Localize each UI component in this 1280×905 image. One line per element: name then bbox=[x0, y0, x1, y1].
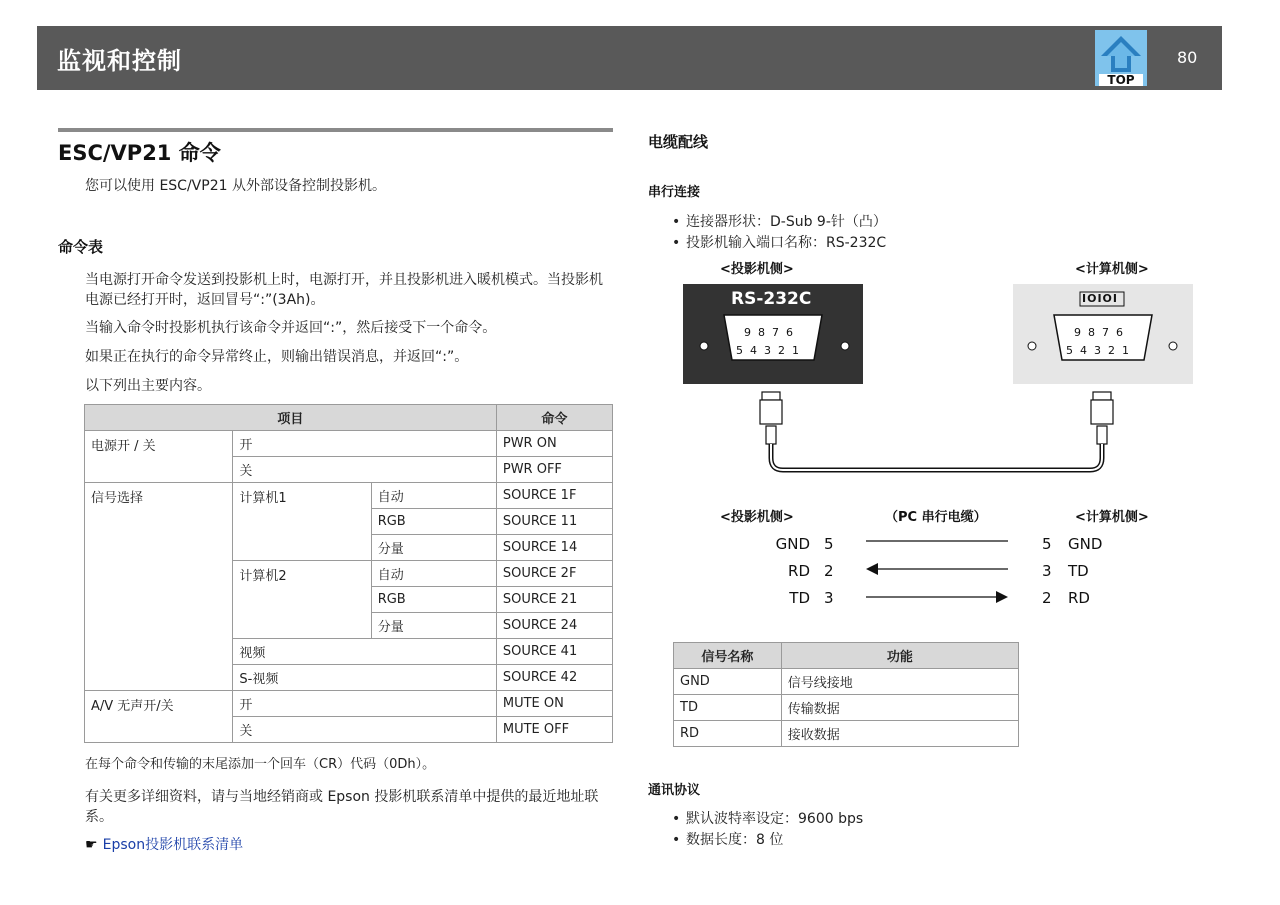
pin-row-bottom bbox=[736, 344, 799, 357]
pin-row-top bbox=[744, 326, 793, 339]
contact-link-row[interactable] bbox=[85, 834, 243, 854]
table-row bbox=[674, 669, 1019, 695]
pin-5: 5 bbox=[1066, 344, 1073, 357]
sub-cell: 计算机1 bbox=[233, 483, 371, 561]
pin-3: 3 bbox=[1094, 344, 1101, 357]
pin-2: 2 bbox=[1108, 344, 1115, 357]
group-cell: A/V 无声开/关 bbox=[85, 691, 233, 743]
pin-row-bottom bbox=[1066, 344, 1129, 357]
serial-heading: 串行连接 bbox=[648, 185, 701, 200]
more-info-text: 有关更多详细资料，请与当地经销商或 Epson 投影机联系清单中提供的最近地址联系。 bbox=[85, 789, 599, 825]
function-cell: 信号线接地 bbox=[781, 669, 1018, 695]
wiring-lines bbox=[860, 530, 1020, 610]
pin-9: 9 bbox=[1074, 326, 1081, 339]
left-signal: GND bbox=[775, 535, 810, 553]
pointing-hand-icon: ☛ bbox=[85, 837, 98, 853]
contact-list-link[interactable]: Epson投影机联系清单 bbox=[102, 837, 244, 853]
sub-cell: 开 bbox=[233, 431, 496, 457]
right-arrow-icon bbox=[996, 591, 1008, 603]
pin-7: 7 bbox=[772, 326, 779, 339]
table-row bbox=[674, 695, 1019, 721]
projector-side-label: <投影机侧> bbox=[720, 262, 794, 277]
left-arrow-icon bbox=[866, 563, 878, 575]
pc-serial-cable-label: （PC 串行电缆） bbox=[885, 510, 987, 525]
detail-cell: 自动 bbox=[371, 483, 496, 509]
page-title: 监视和控制 bbox=[57, 47, 182, 75]
pin-8: 8 bbox=[1088, 326, 1095, 339]
protocol-heading: 通讯协议 bbox=[648, 783, 701, 798]
section-title: ESC/VP21 命令 bbox=[58, 141, 221, 165]
command-cell: MUTE OFF bbox=[496, 717, 612, 743]
pin-8: 8 bbox=[758, 326, 765, 339]
page-header bbox=[37, 26, 1222, 90]
left-pin: 2 bbox=[824, 562, 834, 580]
top-label: TOP bbox=[1107, 73, 1135, 87]
bullet-icon: • bbox=[672, 214, 681, 230]
table-header-row bbox=[85, 405, 613, 431]
command-table-heading: 命令表 bbox=[58, 238, 104, 256]
serial-port-icon-label: IOIOI bbox=[1082, 292, 1118, 305]
command-cell: SOURCE 1F bbox=[496, 483, 612, 509]
command-cell: SOURCE 14 bbox=[496, 535, 612, 561]
sub-cell: 关 bbox=[233, 717, 496, 743]
column-header: 项目 bbox=[85, 405, 497, 431]
detail-cell: 分量 bbox=[371, 535, 496, 561]
rs232c-port-label: RS-232C bbox=[731, 289, 812, 309]
table-header-row bbox=[674, 643, 1019, 669]
command-cell: PWR ON bbox=[496, 431, 612, 457]
detail-cell: RGB bbox=[371, 587, 496, 613]
paragraph: 当输入命令时投影机执行该命令并返回“:”，然后接受下一个命令。 bbox=[85, 320, 497, 336]
bullet-icon: • bbox=[672, 235, 681, 251]
group-cell: 电源开 / 关 bbox=[85, 431, 233, 483]
table-row bbox=[85, 431, 613, 457]
pin-6: 6 bbox=[1116, 326, 1123, 339]
function-cell: 接收数据 bbox=[781, 721, 1018, 747]
pin-1: 1 bbox=[792, 344, 799, 357]
left-pin: 3 bbox=[824, 589, 834, 607]
pin-4: 4 bbox=[1080, 344, 1087, 357]
command-table bbox=[84, 404, 613, 743]
sub-cell: 计算机2 bbox=[233, 561, 371, 639]
right-signal: TD bbox=[1068, 562, 1089, 580]
column-header: 命令 bbox=[496, 405, 612, 431]
left-signal: RD bbox=[788, 562, 810, 580]
pin-3: 3 bbox=[764, 344, 771, 357]
cable-heading: 电缆配线 bbox=[648, 133, 709, 151]
pin-9: 9 bbox=[744, 326, 751, 339]
command-cell: PWR OFF bbox=[496, 457, 612, 483]
pin-4: 4 bbox=[750, 344, 757, 357]
sub-cell: 视频 bbox=[233, 639, 496, 665]
command-cell: SOURCE 2F bbox=[496, 561, 612, 587]
computer-side-label: <计算机侧> bbox=[1075, 510, 1149, 525]
top-icon[interactable] bbox=[1095, 30, 1147, 86]
detail-cell: 分量 bbox=[371, 613, 496, 639]
pin-1: 1 bbox=[1122, 344, 1129, 357]
detail-cell: RGB bbox=[371, 509, 496, 535]
table-row bbox=[674, 721, 1019, 747]
page-number: 80 bbox=[1177, 48, 1198, 67]
sub-cell: S-视频 bbox=[233, 665, 496, 691]
command-cell: SOURCE 24 bbox=[496, 613, 612, 639]
computer-side-label: <计算机侧> bbox=[1075, 262, 1149, 277]
group-cell: 信号选择 bbox=[85, 483, 233, 691]
serial-cable bbox=[771, 444, 1102, 470]
bullet-item: • 数据长度：8 位 bbox=[672, 830, 783, 851]
sub-cell: 关 bbox=[233, 457, 496, 483]
column-header: 功能 bbox=[781, 643, 1018, 669]
left-signal: TD bbox=[789, 589, 810, 607]
section-rule bbox=[58, 128, 613, 132]
right-pin: 5 bbox=[1042, 535, 1052, 553]
signal-cell: TD bbox=[674, 695, 782, 721]
pin-2: 2 bbox=[778, 344, 785, 357]
paragraph: 当电源打开命令发送到投影机上时，电源打开，并且投影机进入暖机模式。当投影机电源已经打开时，返回冒号“:”(3Ah)。 bbox=[85, 272, 603, 308]
left-pin: 5 bbox=[824, 535, 834, 553]
right-signal: RD bbox=[1068, 589, 1090, 607]
command-cell: SOURCE 11 bbox=[496, 509, 612, 535]
signal-table bbox=[673, 642, 1019, 747]
sub-cell: 开 bbox=[233, 691, 496, 717]
right-signal: GND bbox=[1068, 535, 1103, 553]
bullet-item: • 连接器形状：D-Sub 9-针（凸） bbox=[672, 212, 887, 233]
right-pin: 3 bbox=[1042, 562, 1052, 580]
cr-note: 在每个命令和传输的末尾添加一个回车（CR）代码（0Dh）。 bbox=[85, 757, 436, 772]
pin-6: 6 bbox=[786, 326, 793, 339]
projector-side-label: <投影机侧> bbox=[720, 510, 794, 525]
command-cell: SOURCE 42 bbox=[496, 665, 612, 691]
column-header: 信号名称 bbox=[674, 643, 782, 669]
cable-diagram bbox=[680, 280, 1200, 480]
left-plug bbox=[760, 392, 782, 444]
pin-7: 7 bbox=[1102, 326, 1109, 339]
table-row bbox=[85, 483, 613, 509]
bullet-item: • 投影机输入端口名称：RS-232C bbox=[672, 233, 886, 254]
right-pin: 2 bbox=[1042, 589, 1052, 607]
pin-5: 5 bbox=[736, 344, 743, 357]
command-cell: SOURCE 21 bbox=[496, 587, 612, 613]
detail-cell: 自动 bbox=[371, 561, 496, 587]
table-row bbox=[85, 691, 613, 717]
pin-row-top bbox=[1074, 326, 1123, 339]
command-cell: SOURCE 41 bbox=[496, 639, 612, 665]
paragraph: 如果正在执行的命令异常终止，则输出错误消息，并返回“:”。 bbox=[85, 349, 469, 365]
paragraph: 以下列出主要内容。 bbox=[85, 378, 211, 394]
signal-cell: RD bbox=[674, 721, 782, 747]
bullet-item: • 默认波特率设定：9600 bps bbox=[672, 809, 863, 830]
right-plug bbox=[1091, 392, 1113, 444]
intro-text: 您可以使用 ESC/VP21 从外部设备控制投影机。 bbox=[85, 178, 386, 194]
function-cell: 传输数据 bbox=[781, 695, 1018, 721]
signal-cell: GND bbox=[674, 669, 782, 695]
bullet-icon: • bbox=[672, 811, 681, 827]
command-cell: MUTE ON bbox=[496, 691, 612, 717]
bullet-icon: • bbox=[672, 832, 681, 848]
